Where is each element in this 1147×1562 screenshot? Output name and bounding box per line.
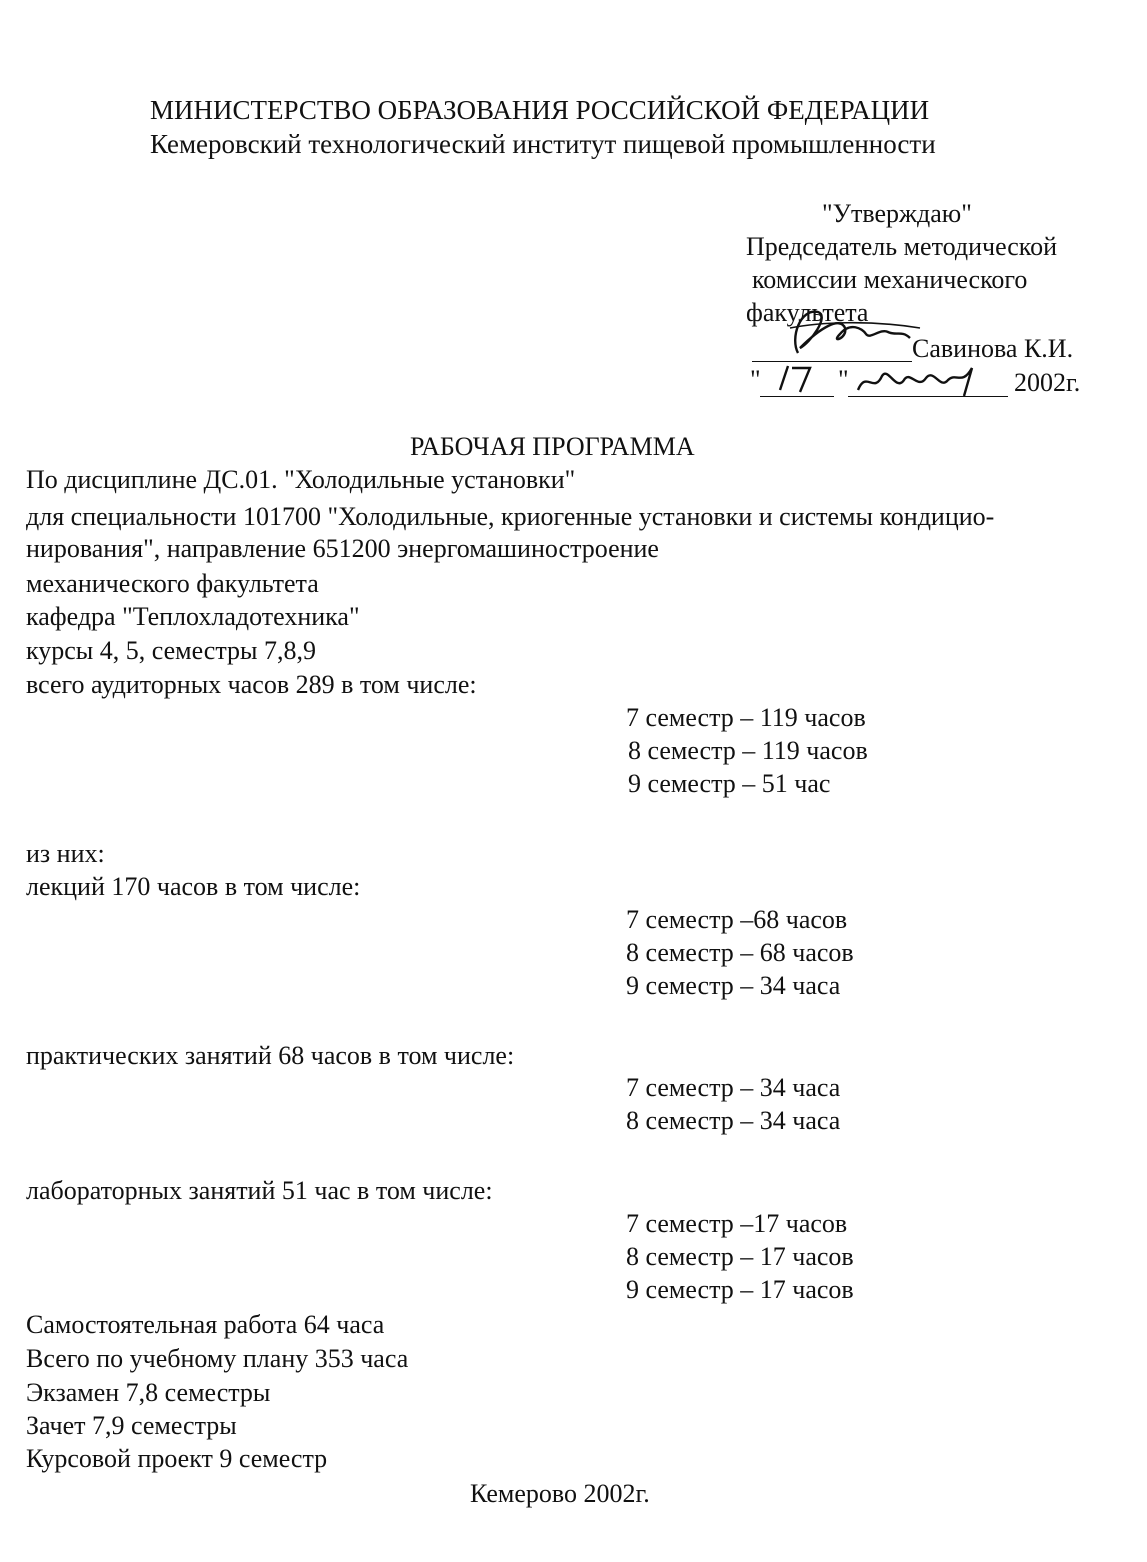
summary-line: Курсовой проект 9 семестр (26, 1444, 328, 1473)
lab-item: 7 семестр –17 часов (626, 1209, 848, 1238)
practice-item: 7 семестр – 34 часа (626, 1073, 841, 1102)
summary-line: Самостоятельная работа 64 часа (26, 1310, 385, 1339)
signature (770, 298, 930, 368)
practice-item: 8 семестр – 34 часа (626, 1106, 841, 1135)
specialty-line-1: для специальности 101700 "Холодильные, криогенные установки и системы кондицио- (26, 502, 995, 531)
date-day-line (760, 396, 834, 397)
total-hours-label: всего аудиторных часов 289 в том числе: (26, 670, 477, 699)
ministry-heading: МИНИСТЕРСТВО ОБРАЗОВАНИЯ РОССИЙСКОЙ ФЕДЕРАЦИИ (150, 95, 930, 125)
total-hours-item: 8 семестр – 119 часов (628, 736, 868, 765)
approval-line-3: факультета (746, 298, 869, 327)
courses-line: курсы 4, 5, семестры 7,8,9 (26, 636, 316, 665)
practice-label: практических занятий 68 часов в том числе: (26, 1041, 515, 1070)
footer-city-year: Кемерово 2002г. (470, 1479, 650, 1508)
approval-line-2: комиссии механического (752, 265, 1028, 294)
approval-title: "Утверждаю" (822, 199, 972, 228)
date-quote-open: " (750, 365, 761, 394)
institute-heading: Кемеровский технологический институт пищевой промышленности (150, 129, 936, 159)
specialty-line-2: нирования", направление 651200 энергомашиностроение (26, 534, 659, 563)
lab-item: 8 семестр – 17 часов (626, 1242, 854, 1271)
total-hours-item: 7 семестр – 119 часов (626, 703, 866, 732)
lab-label: лабораторных занятий 51 час в том числе: (26, 1176, 493, 1205)
document-title: РАБОЧАЯ ПРОГРАММА (410, 432, 695, 461)
summary-line: Зачет 7,9 семестры (26, 1411, 237, 1440)
total-hours-item: 9 семестр – 51 час (628, 769, 831, 798)
summary-line: Всего по учебному плану 353 часа (26, 1344, 409, 1373)
date-quote-close: " (838, 365, 849, 394)
date-month-handwritten (852, 360, 982, 400)
approver-name: Савинова К.И. (912, 334, 1074, 363)
lectures-item: 7 семестр –68 часов (626, 905, 848, 934)
lectures-item: 8 семестр – 68 часов (626, 938, 854, 967)
summary-line: Экзамен 7,8 семестры (26, 1378, 271, 1407)
lab-item: 9 семестр – 17 часов (626, 1275, 854, 1304)
lectures-item: 9 семестр – 34 часа (626, 971, 841, 1000)
approval-line-1: Председатель методической (746, 232, 1058, 261)
of-them-label: из них: (26, 839, 105, 868)
lectures-label: лекций 170 часов в том числе: (26, 872, 361, 901)
date-day-handwritten (770, 360, 830, 396)
date-year: 2002г. (1014, 368, 1081, 397)
department-line: кафедра "Теплохладотехника" (26, 602, 360, 631)
discipline-line: По дисциплине ДС.01. "Холодильные установки" (26, 465, 576, 494)
faculty-line: механического факультета (26, 569, 319, 598)
